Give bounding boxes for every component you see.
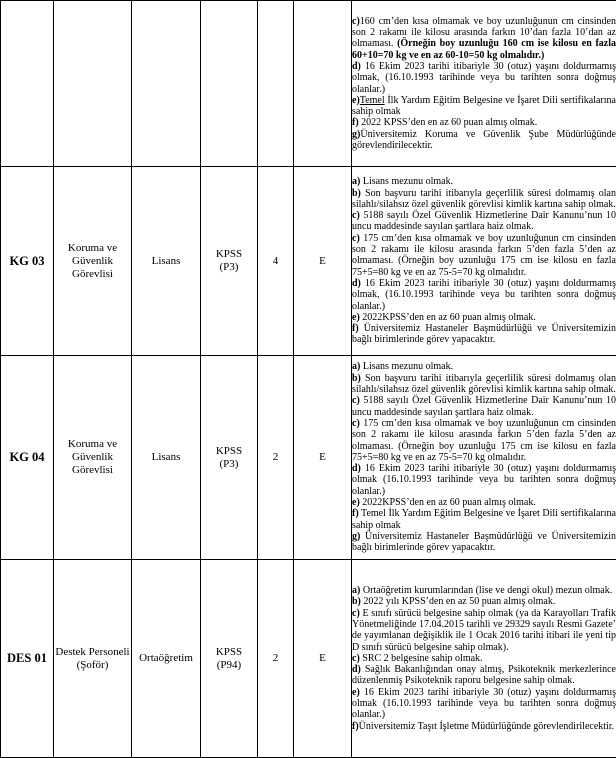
requirement-text: SRC 2 belgesine sahip olmak.: [360, 653, 483, 664]
requirements-cell: [352, 356, 616, 560]
exam-label: KPSS: [201, 646, 257, 659]
requirement-text: Üniversitemiz Taşıt İşletme Müdürlüğünde görevlendirilecektir.: [359, 721, 614, 732]
requirement-item: [352, 373, 616, 396]
requirement-example: (Örneğin boy uzunluğu 160 cm ise kilosu en fazla 60+10=70 kg ve en az 60-10=50 kg olmalıdır.): [352, 38, 616, 60]
requirement-letter: g): [352, 531, 360, 542]
requirement-letter: b): [352, 596, 361, 607]
requirement-text: 5188 sayılı Özel Güvenlik Hizmetlerine Dair Kanunu’nun 10 uncu maddesinde sayılan şartlara haiz olmak.: [352, 395, 616, 417]
requirement-item: [352, 653, 616, 664]
gender: E: [294, 167, 352, 356]
requirement-letter: b): [352, 373, 361, 384]
exam-label: (P94): [201, 659, 257, 672]
requirement-text: Lisans mezunu olmak.: [360, 361, 453, 372]
requirement-letter: f): [352, 721, 359, 732]
requirement-item: [352, 278, 616, 312]
position-count: [258, 1, 294, 167]
requirement-item: [352, 16, 616, 61]
requirement-item: [352, 585, 616, 596]
education-level: Lisans: [132, 356, 201, 560]
requirement-letter: a): [352, 176, 360, 187]
requirement-text: 16 Ekim 2023 tarihi itibariyle 30 (otuz) yaşını doldurmamış olmak, (16.10.1993 tarihinde veya bu tarihten sonra doğmuş olanlar.): [352, 278, 616, 312]
exam-type: [201, 356, 258, 560]
exam-type: [201, 1, 258, 167]
requirement-item: [352, 418, 616, 463]
requirement-item: [352, 463, 616, 497]
requirement-letter: f): [352, 117, 359, 128]
education-level: Lisans: [132, 167, 201, 356]
requirement-item: [352, 497, 616, 508]
exam-label: KPSS: [201, 248, 257, 261]
requirement-text: 16 Ekim 2023 tarihi itibariyle 30 (otuz) yaşını doldurmamış olmak (16.10.1993 tarihinde veya bu tarihten sonra doğmuş olanlar.): [352, 463, 616, 497]
requirement-item: [352, 129, 616, 152]
requirement-letter: a): [352, 361, 360, 372]
table-row: [1, 560, 616, 758]
education-level: [132, 1, 201, 167]
requirement-letter: e): [352, 95, 360, 106]
requirement-letter: f): [352, 323, 359, 334]
requirement-item: [352, 117, 616, 128]
table-row: [1, 356, 616, 560]
requirement-letter: c): [352, 418, 360, 429]
requirement-text: 2022KPSS’den en az 60 puan almış olmak.: [360, 312, 536, 323]
requirement-text: Son başvuru tarihi itibarıyla geçerlilik süresi dolmamış olan silahlı/silahsız özel güvenlik görevlisi kimlik kartına sahip olmak.: [352, 188, 616, 210]
requirement-item: [352, 361, 616, 372]
gender: E: [294, 356, 352, 560]
requirement-text: Üniversitemiz Hastaneler Başmüdürlüğü ve Üniversitemizin bağlı birimlerinde görev yapacaktır.: [352, 323, 616, 345]
requirement-letter: b): [352, 188, 361, 199]
requirement-text: Üniversitemiz Hastaneler Başmüdürlüğü ve Üniversitemizin bağlı birimlerinde görev yapacaktır.: [352, 531, 616, 553]
requirement-letter: d): [352, 61, 361, 72]
position-title: [54, 1, 132, 167]
requirement-text: 16 Ekim 2023 tarihi itibariyle 30 (otuz) yaşını doldurmamış olmak, (16.10.1993 tarihinde veya bu tarihten sonra doğmuş olanlar.): [352, 61, 616, 95]
requirement-item: [352, 323, 616, 346]
requirement-text: 2022 KPSS’den en az 60 puan almış olmak.: [359, 117, 538, 128]
requirement-item: [352, 596, 616, 607]
requirements-cell: [352, 167, 616, 356]
requirements-cell: [352, 560, 616, 758]
requirement-letter: c): [352, 653, 360, 664]
requirement-text: 160 cm’den kısa olmamak ve boy uzunluğunun cm cinsinden son 2 rakamı ile kilosu arasında farkın 10’dan fazla 10’dan az olmaması.: [352, 16, 616, 50]
requirement-letter: f): [352, 508, 359, 519]
requirement-letter: g): [352, 129, 360, 140]
requirement-text: Lisans mezunu olmak.: [360, 176, 453, 187]
exam-type: [201, 560, 258, 758]
requirement-text: 5188 sayılı Özel Güvenlik Hizmetlerine Dair Kanunu’nun 10 uncu maddesinde sayılan şartlara haiz olmak.: [352, 210, 616, 232]
requirement-text: 175 cm’den kısa olmamak ve boy uzunluğunun cm cinsinden son 2 rakamı ile kilosu arasında farkın 5’den fazla 5’den az olmaması. (Örneğin boy uzunluğu 175 cm ise kilosu en fazla 75+5=80 kg ve en az 75-5=70 kg olmalıdır.: [352, 418, 616, 463]
position-count: 2: [258, 560, 294, 758]
exam-label: (P3): [201, 458, 257, 471]
position-code: DES 01: [1, 560, 54, 758]
position-title: Destek Personeli (Şoför): [54, 560, 132, 758]
requirement-item: [352, 312, 616, 323]
requirement-letter: d): [352, 278, 361, 289]
requirement-item: [352, 61, 616, 95]
requirement-text: 175 cm’den kısa olmamak ve boy uzunluğunun cm cinsinden son 2 rakamı ile kilosu arasında farkın 5’den fazla 5’den az olmaması. (Örneğin boy uzunluğu 175 cm ise kilosu en fazla 75+5=80 kg ve en az 75-5=70 kg olmalıdır.: [352, 233, 616, 278]
position-code: KG 04: [1, 356, 54, 560]
exam-label: KPSS: [201, 445, 257, 458]
requirement-letter: e): [352, 497, 360, 508]
requirement-item: [352, 687, 616, 721]
requirement-letter: c): [352, 608, 360, 619]
gender: [294, 1, 352, 167]
position-count: 4: [258, 167, 294, 356]
requirement-underlined-text: Temel: [360, 95, 385, 106]
position-title: Koruma ve Güvenlik Görevlisi: [54, 167, 132, 356]
requirement-letter: c): [352, 233, 360, 244]
requirement-text: Ortaöğretim kurumlarından (lise ve dengi okul) mezun olmak.: [360, 585, 612, 596]
requirement-text: 2022KPSS’den en az 60 puan almış olmak.: [360, 497, 536, 508]
requirement-item: [352, 721, 616, 732]
requirement-item: [352, 531, 616, 554]
requirement-text: Üniversitemiz Koruma ve Güvenlik Şube Müdürlüğünde görevlendirilecektir.: [352, 129, 616, 151]
requirements-cell: [352, 1, 616, 167]
requirement-item: [352, 508, 616, 531]
requirement-letter: a): [352, 585, 360, 596]
requirement-letter: c): [352, 395, 360, 406]
exam-label: (P3): [201, 261, 257, 274]
requirement-letter: c): [352, 210, 360, 221]
table-body: [1, 1, 616, 758]
requirement-letter: e): [352, 687, 360, 698]
position-code: [1, 1, 54, 167]
position-title: Koruma ve Güvenlik Görevlisi: [54, 356, 132, 560]
requirement-item: [352, 210, 616, 233]
requirement-item: [352, 395, 616, 418]
requirement-item: [352, 608, 616, 653]
requirement-item: [352, 176, 616, 187]
requirement-item: [352, 233, 616, 278]
requirement-item: [352, 95, 616, 118]
requirement-text: E sınıfı sürücü belgesine sahip olmak (ya da Karayolları Trafik Yönetmeliğinde 17.04.2015 tarihli ve 29329 sayılı Resmi Gazete’ de yayımlanan değişiklik ile 1 Ocak 2016 tarihi itibari ile yeni tip D sınıfı sürücü belgesine sahip olmak).: [352, 608, 616, 653]
requirement-text: 2022 yılı KPSS’den en az 50 puan almış olmak.: [361, 596, 555, 607]
requirement-letter: c): [352, 16, 360, 27]
requirement-letter: d): [352, 463, 361, 474]
education-level: Ortaöğretim: [132, 560, 201, 758]
requirement-text: Sağlık Bakanlığından onay almış, Psikoteknik merkezlerince düzenlenmiş Psikoteknik raporu belgesine sahip olmak.: [352, 664, 616, 686]
requirement-letter: e): [352, 312, 360, 323]
position-count: 2: [258, 356, 294, 560]
table-row: [1, 1, 616, 167]
requirement-item: [352, 664, 616, 687]
requirement-item: [352, 188, 616, 211]
requirement-letter: d): [352, 664, 361, 675]
position-code: KG 03: [1, 167, 54, 356]
requirement-text: Son başvuru tarihi itibarıyla geçerlilik süresi dolmamış olan silahlı/silahsız özel güvenlik görevlisi kimlik kartına sahip olmak.: [352, 373, 616, 395]
gender: E: [294, 560, 352, 758]
exam-type: [201, 167, 258, 356]
table-row: [1, 167, 616, 356]
requirement-text: Temel İlk Yardım Eğitim Belgesine ve İşaret Dili sertifikalarına sahip olmak: [352, 508, 616, 530]
requirement-text: İlk Yardım Eğitim Belgesine ve İşaret Dili sertifikalarına sahip olmak: [352, 95, 616, 117]
requirement-text: 16 Ekim 2023 tarihi itibariyle 30 (otuz) yaşını doldurmamış olmak (16.10.1993 tarihinde veya bu tarihten sonra doğmuş olanlar.): [352, 687, 616, 721]
